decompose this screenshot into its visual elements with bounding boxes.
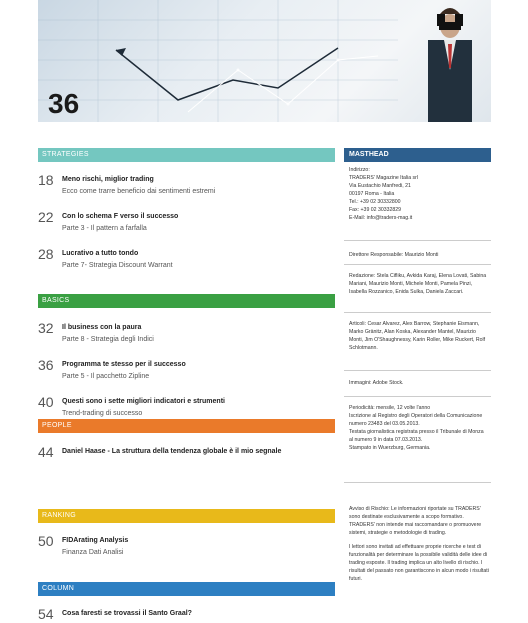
masthead-header: MASTHEAD <box>344 148 491 162</box>
toc-page-number: 28 <box>38 246 54 262</box>
toc-page-number: 18 <box>38 172 54 188</box>
section-bar-basics: BASICS <box>38 294 335 308</box>
toc-title: FIDArating Analysis <box>62 537 129 544</box>
section-bar-strategies: STRATEGIES <box>38 148 335 162</box>
masthead-immagini: Immagini: Adobe Stock. <box>349 380 404 386</box>
toc-page-number: 54 <box>38 606 54 622</box>
masthead-redazione: Redazione: Stela Cifliku, Avkida Karaj, Elena Lovati, Sabina Mariani, Maurizio Monti, Michele Monti, Pamela Pinzi, Isabella Rozzanico, Enida Sulka, Daniela Zaccari. <box>349 273 487 295</box>
hero-image <box>38 0 491 122</box>
toc-title: Meno rischi, miglior trading <box>62 176 154 183</box>
toc-title: Lucrativo a tutto tondo <box>62 250 139 257</box>
toc-page-number: 50 <box>38 533 54 549</box>
stampato: Stampato in Wuerzburg, Germania. <box>349 445 431 451</box>
divider <box>344 370 491 371</box>
toc-title: Cosa faresti se trovassi il Santo Graal? <box>62 610 192 617</box>
toc-page-number: 40 <box>38 394 54 410</box>
toc-page-number: 44 <box>38 444 54 460</box>
toc-page-number: 22 <box>38 209 54 225</box>
toc-page-number: 32 <box>38 320 54 336</box>
section-bar-people: PEOPLE <box>38 419 335 433</box>
address-label: Indirizzo: <box>349 167 370 173</box>
address-line: TRADERS' Magazine Italia srl <box>349 175 419 181</box>
toc-subtitle: Parte 3 - Il pattern a farfalla <box>62 225 147 232</box>
testata: Testata giornalistica registrata presso il Tribunale di Monza al numero 9 in data 07.03.2013. <box>349 429 484 443</box>
toc-title: Il business con la paura <box>62 324 142 331</box>
toc-subtitle: Trend-trading di successo <box>62 410 143 417</box>
avviso-di-rischio: Avviso di Rischio: Le informazioni riportate su TRADERS' sono destinate esclusivamente a scopo formativo. TRADERS' non intende mai raccomandare o promuovere sistemi, strategie o metodologie di trading. <box>349 506 482 536</box>
toc-subtitle: Parte 5 - Il pacchetto Zipline <box>62 373 150 380</box>
phone: Tel.: +39 02 30332800 <box>349 199 401 205</box>
masthead-risk-notice <box>349 505 489 583</box>
toc-subtitle: Parte 7- Strategia Discount Warrant <box>62 262 173 269</box>
divider <box>344 240 491 241</box>
masthead-articoli: Articoli: Cesar Alvarez, Alex Barrow, Stephanie Eismann, Marko Gränitz, Alan Koska, Alexander Mantel, Maurizio Monti, Jim O'Shaughnessy, Karin Roller, Mike Ruckert, Rolf Schlotmann. <box>349 321 486 351</box>
divider <box>344 396 491 397</box>
masthead-director: Direttore Responsabile: Maurizio Monti <box>349 252 439 258</box>
businessman-binoculars-image <box>410 0 490 122</box>
toc-title: Con lo schema F verso il successo <box>62 213 179 220</box>
periodicita: Periodicità: mensile, 12 volte l'anno <box>349 405 431 411</box>
address-line: 00197 Roma - Italia <box>349 191 395 197</box>
section-bar-column: COLUMN <box>38 582 335 596</box>
divider <box>344 312 491 313</box>
toc-subtitle: Parte 8 - Strategia degli Indici <box>62 336 154 343</box>
toc-title: Programma te stesso per il successo <box>62 361 186 368</box>
address-line: Via Eustachio Manfredi, 21 <box>349 183 411 189</box>
toc-page-number: 36 <box>38 357 54 373</box>
page-number: 36 <box>48 88 80 119</box>
toc-subtitle: Finanza Dati Analisi <box>62 549 124 556</box>
section-bar-ranking: RANKING <box>38 509 335 523</box>
toc-subtitle: Ecco come trarre beneficio dai sentimenti estremi <box>62 188 216 195</box>
toc-title: Questi sono i sette migliori indicatori e strumenti <box>62 398 225 405</box>
masthead-address-block <box>349 166 489 222</box>
fax: Fax: +39 02 30332829 <box>349 207 402 213</box>
toc-title: Daniel Haase - La struttura della tendenza globale è il mio segnale <box>62 448 282 455</box>
divider <box>344 264 491 265</box>
email-link[interactable]: E-Mail: info@traders-mag.it <box>349 215 413 221</box>
lettori-notice: I lettori sono invitati ad effettuare proprie ricerche e test di funzionalità per determinare la possibile validità delle idee di trading esposte. Il trading implica un alto livello di rischio. I risultati del passato non garantiscono in alcun modo i risultati futuri. <box>349 544 489 582</box>
divider <box>344 482 491 483</box>
masthead-publication-info <box>349 404 489 452</box>
iscrizione: Iscrizione al Registro degli Operatori della Comunicazione numero 23483 del 03.05.2013. <box>349 413 483 427</box>
